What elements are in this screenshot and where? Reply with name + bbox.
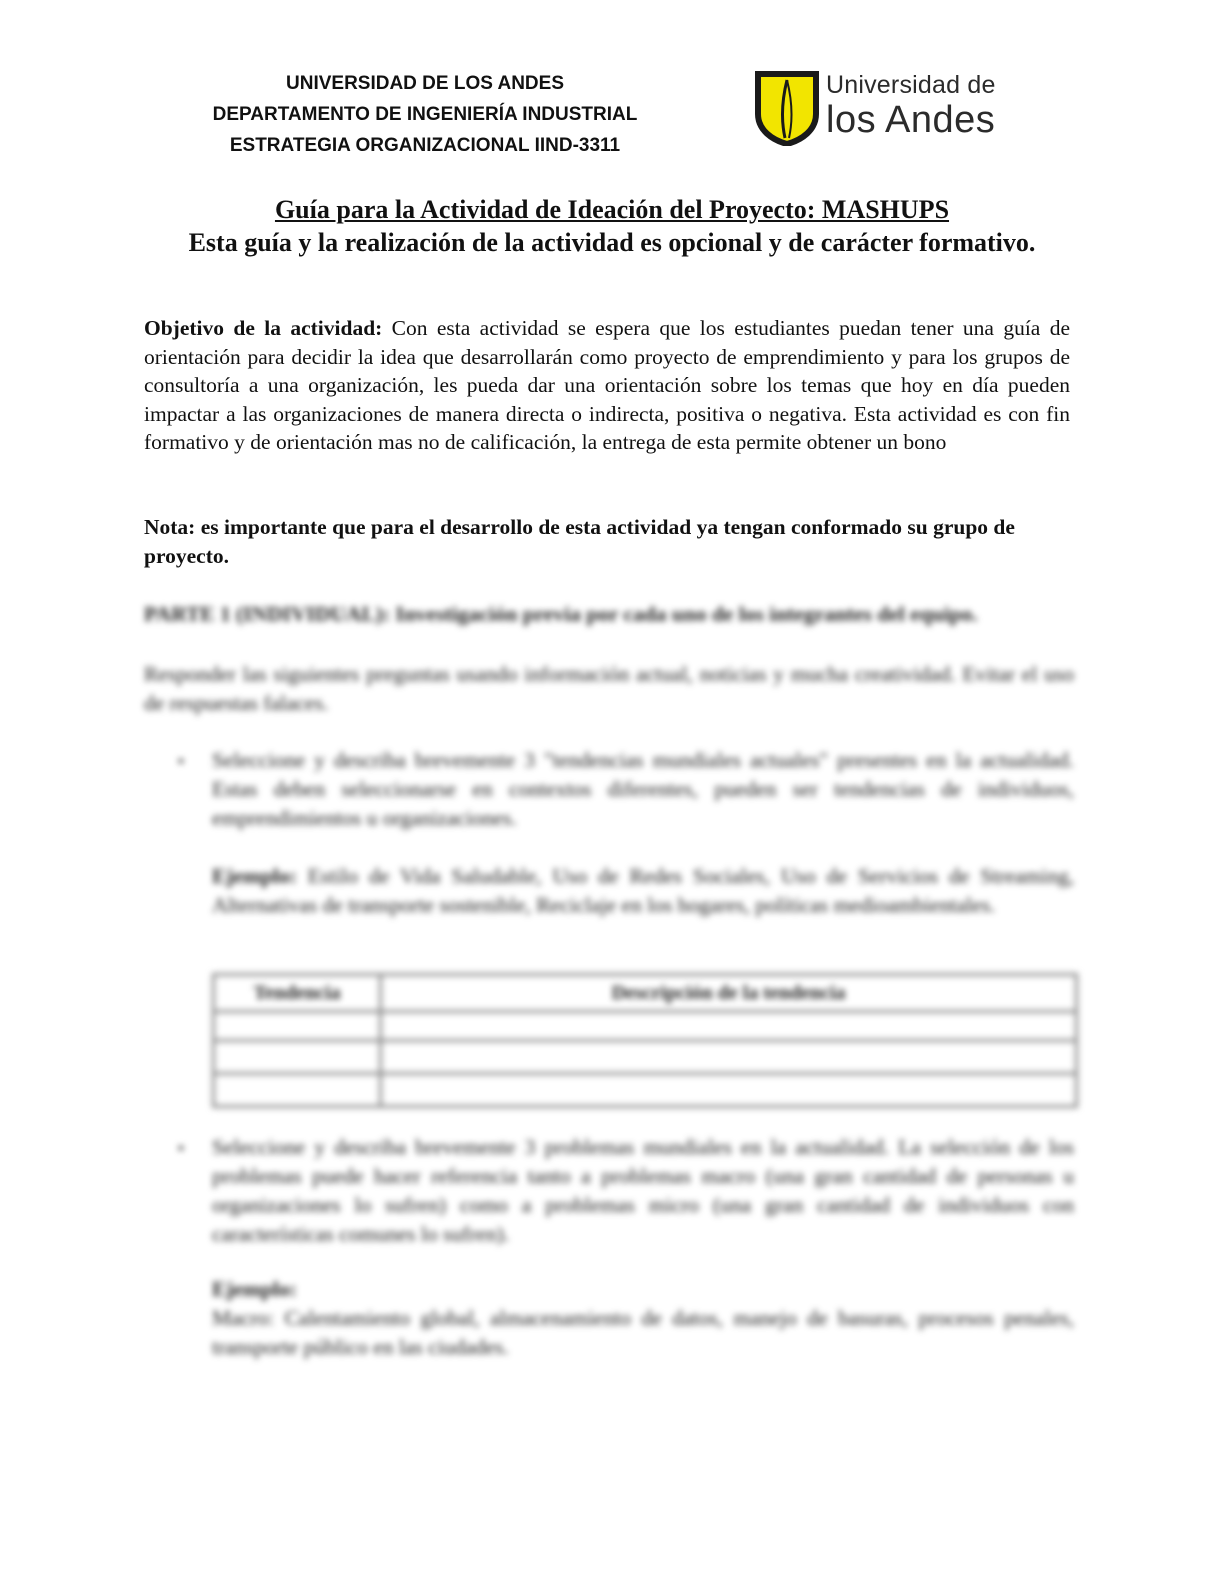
university-logo: [754, 70, 1024, 150]
table-row: [214, 1041, 1077, 1074]
logo-shield-icon: [754, 70, 820, 146]
logo-line-2: los Andes: [826, 99, 996, 141]
example-1-label: Ejemplo:: [212, 864, 297, 888]
objective-text: Con esta actividad se espera que los estudiantes puedan tener una guía de orientación para decidir la idea que desarrollarán como proyecto de emprendimiento y para los grupos de consultoría a una organización, les pueda dar una orientación sobre los temas que hoy en día pueden impactar a las organizaciones de manera directa o indirecta, positiva o negativa. Esta actividad es con fin formativo y de orientación mas no de calificación, la entrega de esta permite obtener un bono: [144, 316, 1070, 454]
example-1: [212, 862, 1074, 920]
example-2-text: Macro: Calentamiento global, almacenamiento de datos, manejo de basuras, procesos penales, transporte público en las ciudades.: [212, 1306, 1074, 1359]
question-2-text: Seleccione y describa brevemente 3 problemas mundiales en la actualidad. La selección de los problemas puede hacer referencia tanto a problemas macro (una gran cantidad de personas u organizaciones lo sufren) como a problemas micro (una gran cantidad de individuos con características comunes lo sufren).: [212, 1135, 1074, 1246]
table-cell: [381, 1074, 1077, 1107]
bullet-icon: ▪: [178, 1140, 184, 1157]
document-subtitle: Esta guía y la realización de la actividad es opcional y de carácter formativo.: [188, 228, 1036, 257]
table-cell: [214, 1012, 381, 1041]
institution-header: [190, 68, 660, 161]
table-row: [214, 1012, 1077, 1041]
example-1-text: Estilo de Vida Saludable, Uso de Redes Sociales, Uso de Servicios de Streaming, Alternativas de transporte sostenible, Reciclaje en los hogares, políticas medioambientales.: [212, 864, 1074, 917]
bullet-icon: ▪: [178, 753, 184, 770]
example-2-label: Ejemplo:: [212, 1277, 297, 1301]
question-1-text: Seleccione y describa brevemente 3 "tendencias mundiales actuales" presentes en la actualidad. Estas deben seleccionarse en contextos diferentes, pueden ser tendencias de individuos, emprendimientos u organizaciones.: [212, 748, 1074, 830]
header-university: UNIVERSIDAD DE LOS ANDES: [286, 73, 564, 94]
table-header-trend: Tendencia: [214, 975, 381, 1012]
part-1-instructions: Responder las siguientes preguntas usando información actual, noticias y mucha creatividad. Evitar el uso de respuestas falaces.: [144, 662, 1074, 715]
part-1-title: PARTE 1 (INDIVIDUAL): Investigación previa por cada uno de los integrantes del equipo.: [144, 602, 978, 626]
header-department: DEPARTAMENTO DE INGENIERÍA INDUSTRIAL: [212, 104, 638, 125]
trends-table: [212, 973, 1078, 1108]
header-course: ESTRATEGIA ORGANIZACIONAL IIND-3311: [229, 135, 621, 156]
logo-line-1: Universidad de: [826, 71, 996, 99]
title-block: [120, 193, 1104, 259]
table-cell: [381, 1012, 1077, 1041]
table-cell: [214, 1074, 381, 1107]
table-cell: [214, 1041, 381, 1074]
table-cell: [381, 1041, 1077, 1074]
document-title: Guía para la Actividad de Ideación del Proyecto: MASHUPS: [274, 195, 950, 224]
note-paragraph: Nota: es importante que para el desarrollo de esta actividad ya tengan conformado su grupo de proyecto.: [144, 515, 1015, 568]
example-2: [212, 1275, 1074, 1362]
logo-wordmark: [826, 70, 996, 140]
table-header-description: Descripción de la tendencia: [381, 975, 1077, 1012]
table-row: [214, 1074, 1077, 1107]
table-header-row: [214, 975, 1077, 1012]
objective-label: Objetivo de la actividad:: [144, 316, 383, 340]
objective-paragraph: [144, 314, 1070, 457]
